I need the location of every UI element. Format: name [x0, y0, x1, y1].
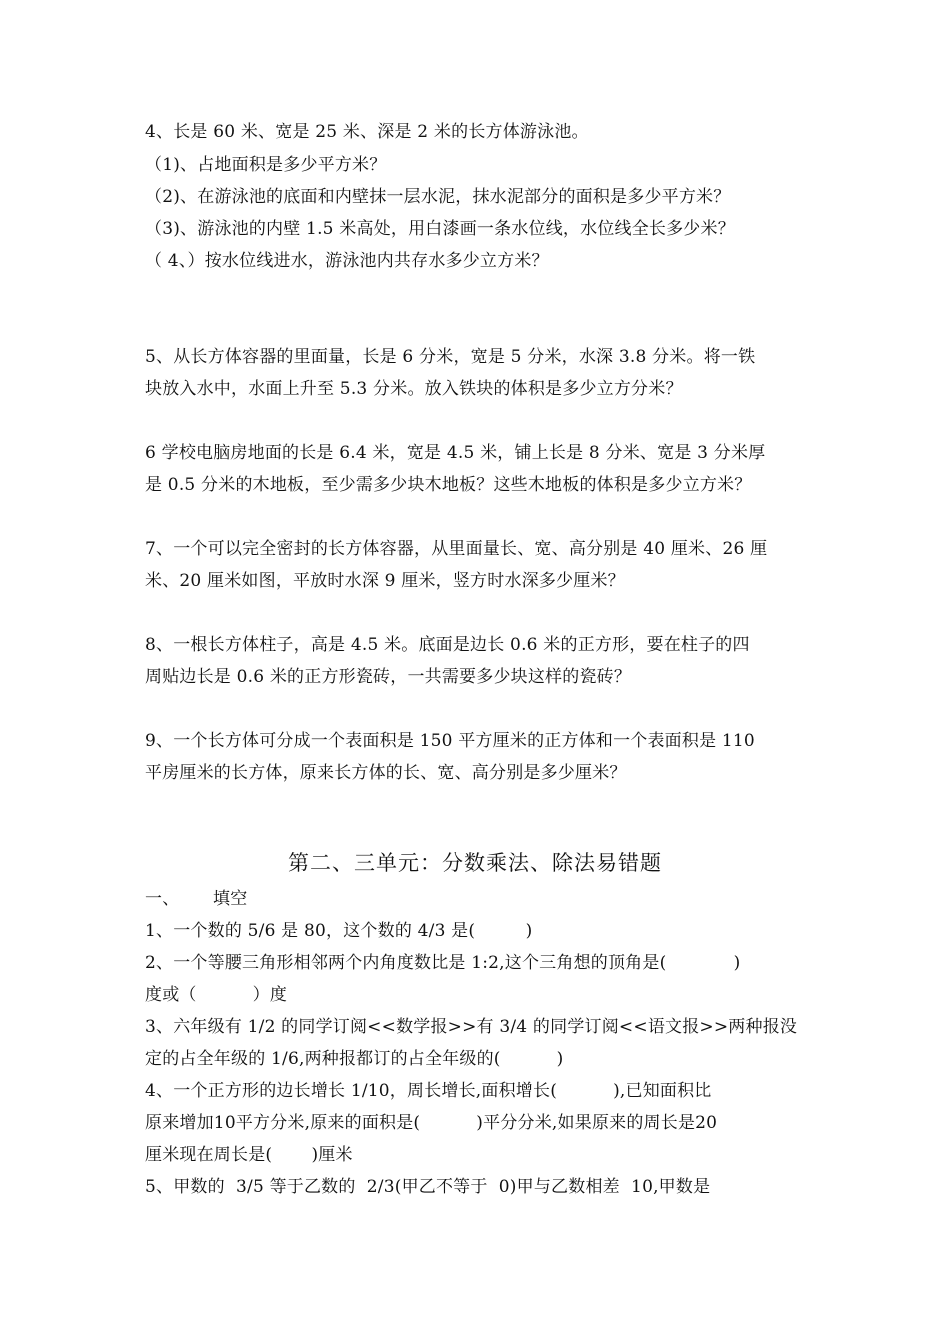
fill-question-5-line-1: 5、甲数的 3/5 等于乙数的 2/3(甲乙不等于 0)甲与乙数相差 10,甲数是: [145, 1177, 711, 1197]
problem-5-line-2: 块放入水中，水面上升至 5.3 分米。放入铁块的体积是多少立方分米？: [145, 379, 683, 399]
unit-title: 第二、三单元：分数乘法、除法易错题: [288, 851, 662, 875]
problem-9-line-2: 平房厘米的长方体，原来长方体的长、宽、高分别是多少厘米？: [145, 763, 627, 783]
problem-7-line-1: 7、一个可以完全密封的长方体容器，从里面量长、宽、高分别是 40 厘米、26 厘: [145, 539, 768, 559]
problem-6-line-2: 是 0.5 分米的木地板，至少需多少块木地板？这些木地板的体积是多少立方米？: [145, 475, 752, 495]
problem-7-line-2: 米、20 厘米如图，平放时水深 9 厘米，竖方时水深多少厘米？: [145, 571, 625, 591]
problem-4-sub-4: （ 4、）按水位线进水，游泳池内共存水多少立方米？: [145, 251, 549, 271]
fill-section-heading: 一、 填空: [145, 889, 248, 909]
fill-question-3-line-1: 3、六年级有 1/2 的同学订阅<<数学报>>有 3/4 的同学订阅<<语文报>>两种报没: [145, 1017, 798, 1037]
fill-question-4-line-2: 原来增加10平方分米,原来的面积是( )平分分米,如果原来的周长是20: [145, 1113, 718, 1133]
problem-9-line-1: 9、一个长方体可分成一个表面积是 150 平方厘米的正方体和一个表面积是 110: [145, 731, 755, 751]
problem-4-sub-1: （1)、占地面积是多少平方米？: [145, 155, 387, 175]
fill-question-4-line-1: 4、一个正方形的边长增长 1/10，周长增长,面积增长( ),已知面积比: [145, 1081, 712, 1101]
problem-4-sub-3: （3)、游泳池的内壁 1.5 米高处，用白漆画一条水位线，水位线全长多少米？: [145, 219, 735, 239]
fill-question-3-line-2: 定的占全年级的 1/6,两种报都订的占全年级的( ): [145, 1049, 564, 1069]
problem-6-line-1: 6 学校电脑房地面的长是 6.4 米，宽是 4.5 米，铺上长是 8 分米、宽是 3 分米厚: [145, 443, 766, 463]
problem-8-line-2: 周贴边长是 0.6 米的正方形瓷砖，一共需要多少块这样的瓷砖？: [145, 667, 632, 687]
fill-question-2-line-1: 2、一个等腰三角形相邻两个内角度数比是 1:2,这个三角想的顶角是( ): [145, 953, 741, 973]
problem-4-stem: 4、长是 60 米、宽是 25 米、深是 2 米的长方体游泳池。: [145, 122, 589, 142]
problem-8-line-1: 8、一根长方体柱子，高是 4.5 米。底面是边长 0.6 米的正方形，要在柱子的四: [145, 635, 750, 655]
fill-question-1: 1、一个数的 5/6 是 80，这个数的 4/3 是( ): [145, 921, 533, 941]
fill-question-4-line-3: 厘米现在周长是( )厘米: [145, 1145, 353, 1165]
problem-5-line-1: 5、从长方体容器的里面量，长是 6 分米，宽是 5 分米，水深 3.8 分米。将一铁: [145, 347, 756, 367]
fill-question-2-line-2: 度或（ ）度: [145, 985, 288, 1005]
problem-4-sub-2: （2)、在游泳池的底面和内壁抹一层水泥，抹水泥部分的面积是多少平方米？: [145, 187, 731, 207]
